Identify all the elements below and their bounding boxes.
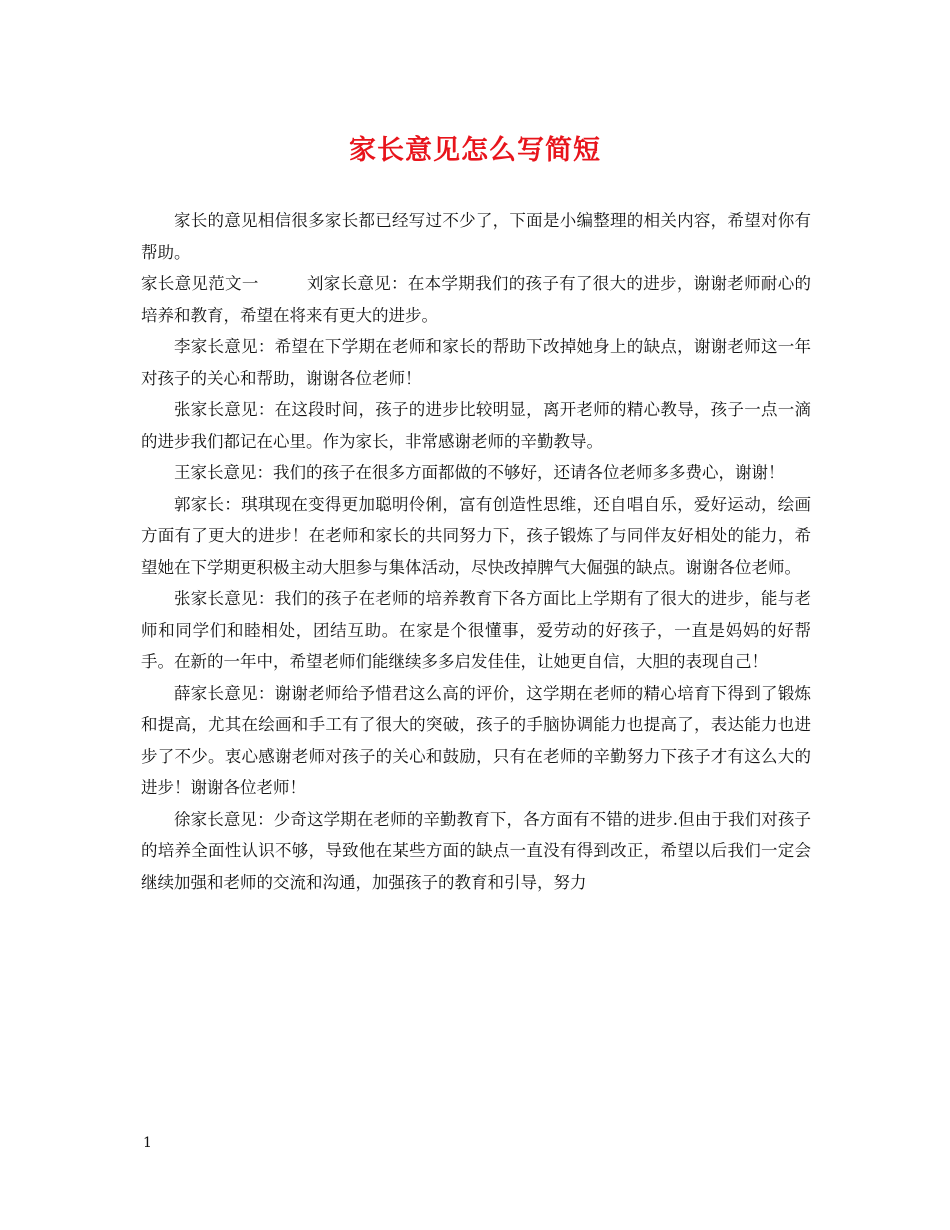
document-title: 家长意见怎么写简短 xyxy=(349,135,601,166)
page-number: 1 xyxy=(143,1135,152,1151)
section-paragraph xyxy=(141,268,811,331)
paragraph: 王家长意见：我们的孩子在很多方面都做的不够好，还请各位老师多多费心，谢谢！ xyxy=(174,463,785,482)
paragraph: 张家长意见：在这段时间，孩子的进步比较明显，离开老师的精心教导，孩子一点一滴的进步我们都记在心里。作为家长，非常感谢老师的辛勤教导。 xyxy=(141,400,811,451)
paragraph-text: 刘家长意见：在本学期我们的孩子有了很大的进步，谢谢老师耐心的培养和教育，希望在将来有更大的进步。 xyxy=(141,274,812,325)
paragraph: 郭家长：琪琪现在变得更加聪明伶俐，富有创造性思维，还自唱自乐，爱好运动，绘画方面有了更大的进步！在老师和家长的共同努力下，孩子锻炼了与同伴友好相处的能力，希望她在下学期更积极主动大胆参与集体活动，尽快改掉脾气大倔强的缺点。谢谢各位老师。 xyxy=(141,494,811,577)
paragraph: 张家长意见：我们的孩子在老师的培养教育下各方面比上学期有了很大的进步，能与老师和同学们和睦相处，团结互助。在家是个很懂事，爱劳动的好孩子，一直是妈妈的好帮手。在新的一年中，希望老师们能继续多多启发佳佳，让她更自信，大胆的表现自己！ xyxy=(141,589,811,671)
section-label: 家长意见范文一 xyxy=(141,274,259,293)
paragraph: 徐家长意见：少奇这学期在老师的辛勤教育下，各方面有不错的进步.但由于我们对孩子的培养全面性认识不够，导致他在某些方面的缺点一直没有得到改正，希望以后我们一定会继续加强和老师的交流和沟通，加强孩子的教育和引导，努力 xyxy=(141,809,811,892)
document-body xyxy=(141,205,811,898)
paragraph: 李家长意见：希望在下学期在老师和家长的帮助下改掉她身上的缺点，谢谢老师这一年对孩子的关心和帮助，谢谢各位老师！ xyxy=(141,337,811,388)
paragraph: 薛家长意见：谢谢老师给予惜君这么高的评价，这学期在老师的精心培育下得到了锻炼和提高，尤其在绘画和手工有了很大的突破，孩子的手脑协调能力也提高了，表达能力也进步了不少。衷心感谢老师对孩子的关心和鼓励，只有在老师的辛勤努力下孩子才有这么大的进步！谢谢各位老师！ xyxy=(141,683,811,797)
intro-paragraph: 家长的意见相信很多家长都已经写过不少了，下面是小编整理的相关内容，希望对你有帮助。 xyxy=(141,211,811,262)
